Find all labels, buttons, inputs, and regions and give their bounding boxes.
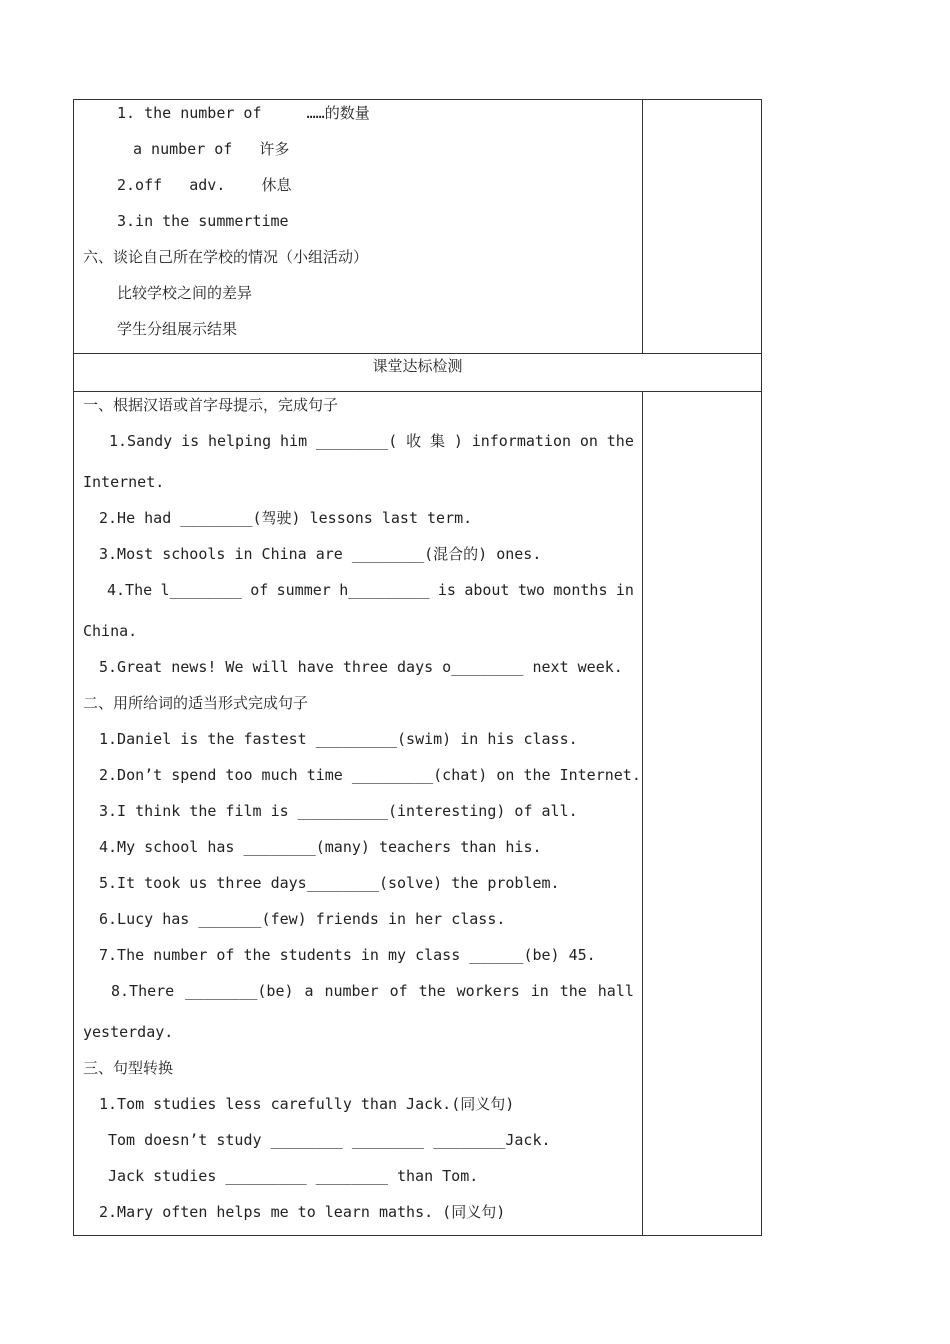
- part-two-q5: 5.It took us three days________(solve) the problem.: [99, 874, 560, 892]
- word: summer: [276, 581, 331, 599]
- phrase-off: 2.off adv. 休息: [117, 176, 292, 194]
- part-three-q1-answer-a: Tom doesn’t study ________ ________ ________Jack.: [108, 1131, 551, 1149]
- section-six-heading: 六、谈论自己所在学校的情况（小组活动）: [83, 248, 369, 266]
- section-header: 课堂达标检测: [372, 357, 463, 375]
- part-one-q3: 3.Most schools in China are ________(混合的) ones.: [99, 545, 542, 563]
- row-divider-2: [74, 391, 761, 392]
- word: l________: [160, 581, 242, 599]
- part-two-q7: 7.The number of the students in my class ______(be) 45.: [99, 946, 596, 964]
- word: the: [606, 432, 634, 450]
- word: months: [553, 581, 608, 599]
- part-two-q8: [111, 981, 634, 1001]
- word: the: [418, 982, 446, 1000]
- word: helping: [207, 432, 272, 450]
- word: ________(be): [185, 982, 294, 1000]
- word: h_________: [339, 581, 430, 599]
- phrase-summertime: 3.in the summertime: [117, 212, 289, 230]
- part-one-q4: [107, 580, 634, 600]
- phrase-a-number-of: a number of 许多: [133, 140, 290, 158]
- part-two-q3: 3.I think the film is __________(interesting) of all.: [99, 802, 578, 820]
- word: the: [559, 982, 587, 1000]
- part-one-heading: 一、根据汉语或首字母提示，完成句子: [83, 396, 339, 414]
- word: on: [579, 432, 598, 450]
- word: a: [304, 982, 314, 1000]
- part-one-q4-continued: China.: [83, 622, 138, 640]
- word: 1.Sandy: [109, 432, 173, 450]
- word: two: [517, 581, 545, 599]
- word: 集: [429, 432, 445, 450]
- part-one-q1-continued: Internet.: [83, 473, 165, 491]
- word: number: [324, 982, 379, 1000]
- part-two-q4: 4.My school has ________(many) teachers than his.: [99, 838, 542, 856]
- phrase-number-of: 1. the number of ……的数量: [117, 104, 370, 122]
- word: workers: [456, 982, 520, 1000]
- part-one-q2: 2.He had ________(驾驶) lessons last term.: [99, 509, 473, 527]
- word: about: [464, 581, 510, 599]
- word: information: [471, 432, 572, 450]
- row-divider-1: [74, 353, 761, 354]
- word: ): [453, 432, 463, 450]
- word: is: [437, 581, 456, 599]
- part-three-q2: 2.Mary often helps me to learn maths. (同义句): [99, 1203, 506, 1221]
- word: him: [280, 432, 308, 450]
- part-one-q1: [109, 431, 634, 451]
- word: of: [389, 982, 408, 1000]
- column-divider-top: [642, 100, 643, 353]
- word: in: [615, 581, 634, 599]
- part-three-q1-answer-b: Jack studies _________ ________ than Tom.: [108, 1167, 479, 1185]
- word: 收: [406, 432, 422, 450]
- part-one-q5: 5.Great news! We will have three days o________ next week.: [99, 658, 623, 676]
- part-three-heading: 三、句型转换: [83, 1059, 174, 1077]
- word: is: [181, 432, 200, 450]
- part-two-q8-continued: yesterday.: [83, 1023, 174, 1041]
- word: 8.There: [111, 982, 175, 1000]
- word: ________(: [315, 432, 398, 450]
- section-six-item-1: 比较学校之间的差异: [117, 284, 253, 302]
- part-two-q1: 1.Daniel is the fastest _________(swim) in his class.: [99, 730, 578, 748]
- part-two-heading: 二、用所给词的适当形式完成句子: [83, 694, 309, 712]
- word: 4.The: [107, 581, 153, 599]
- part-two-q6: 6.Lucy has _______(few) friends in her class.: [99, 910, 506, 928]
- section-six-item-2: 学生分组展示结果: [117, 320, 238, 338]
- word: hall: [597, 982, 634, 1000]
- word: in: [530, 982, 549, 1000]
- word: of: [250, 581, 269, 599]
- part-three-q1: 1.Tom studies less carefully than Jack.(同义句): [99, 1095, 515, 1113]
- part-two-q2: 2.Don’t spend too much time _________(chat) on the Internet.: [99, 766, 641, 784]
- column-divider-bottom: [642, 391, 643, 1235]
- worksheet-table: [73, 99, 762, 1236]
